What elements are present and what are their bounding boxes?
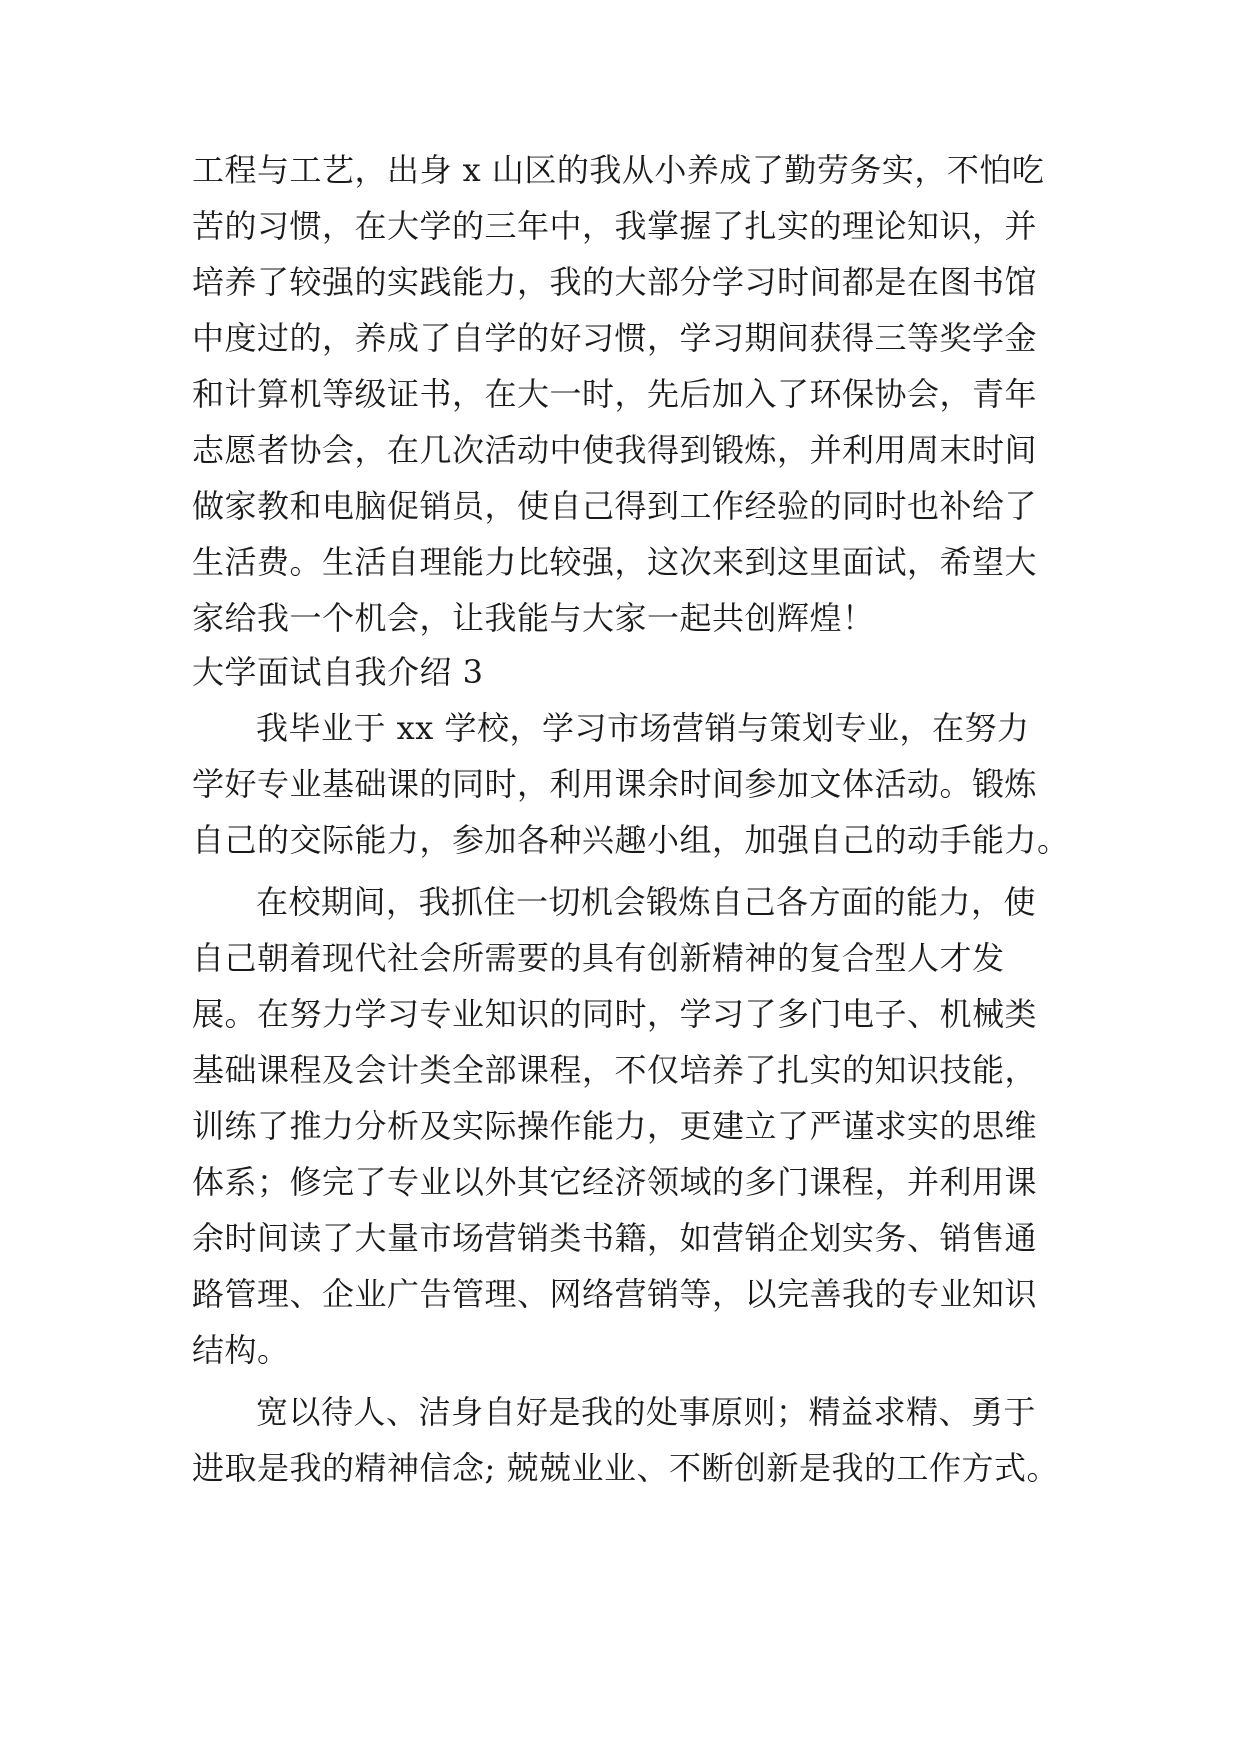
text-line: 培养了较强的实践能力，我的大部分学习时间都是在图书馆: [192, 263, 1038, 301]
text-line: 结构。: [192, 1331, 290, 1369]
text-line: 自己的交际能力，参加各种兴趣小组，加强自己的动手能力。: [192, 821, 1070, 859]
text-line: 在校期间，我抓住一切机会锻炼自己各方面的能力，使: [256, 883, 1037, 921]
text-line: 学好专业基础课的同时，利用课余时间参加文体活动。锻炼: [192, 765, 1038, 803]
text-line: 余时间读了大量市场营销类书籍，如营销企划实务、销售通: [192, 1219, 1038, 1257]
text-line: 自己朝着现代社会所需要的具有创新精神的复合型人才发: [192, 939, 1005, 977]
text-line: 进取是我的精神信念; 兢兢业业、不断创新是我的工作方式。: [192, 1449, 1059, 1487]
text-line: 志愿者协会，在几次活动中使我得到锻炼，并利用周末时间: [192, 431, 1038, 469]
text-line: 做家教和电脑促销员，使自己得到工作经验的同时也补给了: [192, 487, 1038, 525]
text-line: 宽以待人、洁身自好是我的处事原则；精益求精、勇于: [256, 1393, 1037, 1431]
text-line: 展。在努力学习专业知识的同时，学习了多门电子、机械类: [192, 995, 1038, 1033]
text-line: 生活费。生活自理能力比较强，这次来到这里面试，希望大: [192, 543, 1038, 581]
text-line: 工程与工艺，出身 x 山区的我从小养成了勤劳务实，不怕吃: [192, 151, 1045, 189]
text-line: 苦的习惯，在大学的三年中，我掌握了扎实的理论知识，并: [192, 207, 1038, 245]
text-line: 中度过的，养成了自学的好习惯，学习期间获得三等奖学金: [192, 319, 1038, 357]
section-heading: 大学面试自我介绍 3: [192, 653, 484, 691]
text-line: 基础课程及会计类全部课程，不仅培养了扎实的知识技能，: [192, 1051, 1038, 1089]
text-line: 和计算机等级证书，在大一时，先后加入了环保协会，青年: [192, 375, 1038, 413]
text-line: 训练了推力分析及实际操作能力，更建立了严谨求实的思维: [192, 1107, 1038, 1145]
text-line: 路管理、企业广告管理、网络营销等，以完善我的专业知识: [192, 1275, 1038, 1313]
text-line: 体系；修完了专业以外其它经济领域的多门课程，并利用课: [192, 1163, 1038, 1201]
text-line: 家给我一个机会，让我能与大家一起共创辉煌！: [192, 599, 875, 637]
text-line: 我毕业于 xx 学校，学习市场营销与策划专业，在努力: [256, 709, 1030, 747]
